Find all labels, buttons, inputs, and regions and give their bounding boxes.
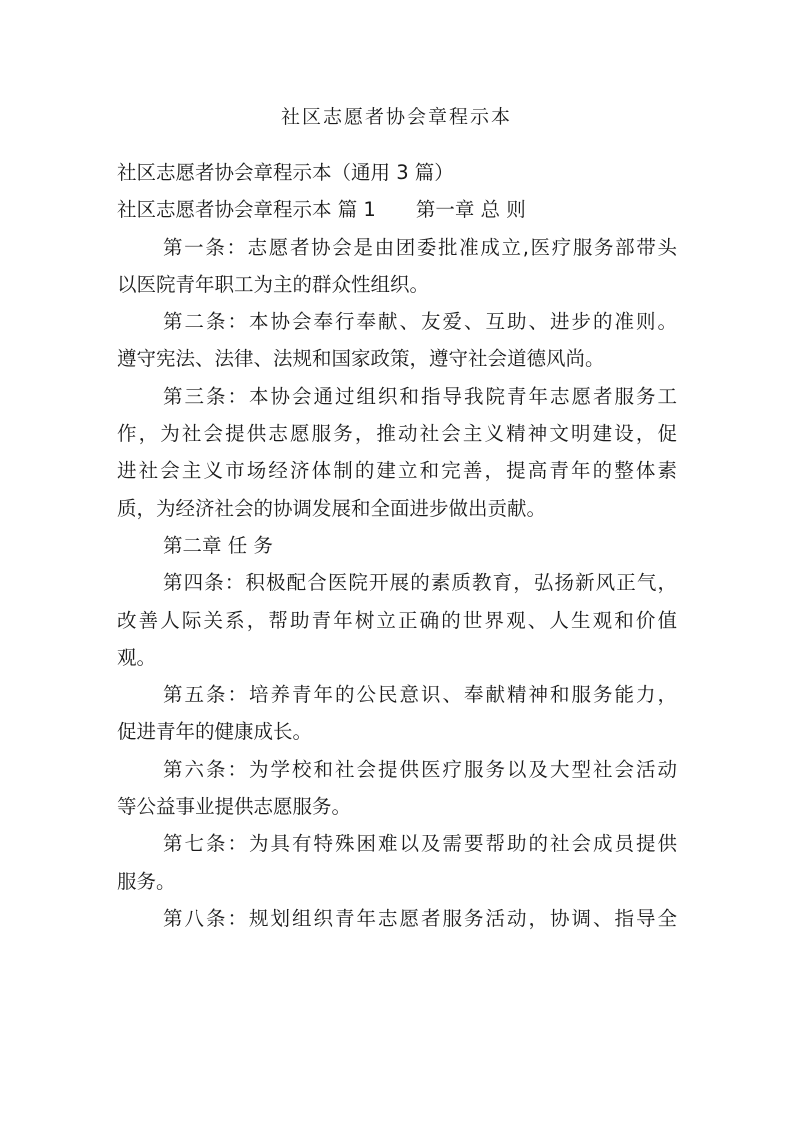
article-title: 社区志愿者协会章程示本 篇 1 xyxy=(117,198,376,222)
paragraph-line: 第七条：为具有特殊困难以及需要帮助的社会成员提供 xyxy=(163,832,677,856)
section-heading-line xyxy=(117,191,677,228)
paragraph-line: 观。 xyxy=(117,645,157,669)
paragraph-line: 作，为社会提供志愿服务，推动社会主义精神文明建设，促 xyxy=(117,422,677,446)
paragraph-line: 等公益事业提供志愿服务。 xyxy=(117,795,352,819)
paragraph-line: 第三条：本协会通过组织和指导我院青年志愿者服务工 xyxy=(163,384,677,408)
paragraph-line: 质，为经济社会的协调发展和全面进步做出贡献。 xyxy=(117,496,547,520)
paragraph-line: 进社会主义市场经济体制的建立和完善，提高青年的整体素 xyxy=(117,459,677,483)
paragraph-line: 第二条：本协会奉行奉献、友爱、互助、进步的准则。 xyxy=(163,310,677,334)
paragraph-line: 第六条：为学校和社会提供医疗服务以及大型社会活动 xyxy=(163,757,677,781)
paragraph-line: 第五条：培养青年的公民意识、奉献精神和服务能力， xyxy=(163,683,677,707)
paragraph-line: 以医院青年职工为主的群众性组织。 xyxy=(117,272,430,296)
paragraph-line: 服务。 xyxy=(117,869,176,893)
chapter-heading: 第二章 任 务 xyxy=(163,533,273,557)
paragraph-line: 第八条：规划组织青年志愿者服务活动，协调、指导全 xyxy=(163,906,677,930)
paragraph-line: 第四条：积极配合医院开展的素质教育，弘扬新风正气， xyxy=(163,571,677,595)
paragraph-line: 促进青年的健康成长。 xyxy=(117,720,313,744)
paragraph-line: 遵守宪法、法律、法规和国家政策，遵守社会道德风尚。 xyxy=(117,347,605,371)
page-title: 社区志愿者协会章程示本 xyxy=(280,106,512,128)
paragraph-line: 第一条：志愿者协会是由团委批准成立,医疗服务部带头 xyxy=(163,235,677,259)
document-body xyxy=(117,154,677,937)
chapter-heading: 第一章 总 则 xyxy=(415,198,526,222)
subtitle-line: 社区志愿者协会章程示本（通用 3 篇） xyxy=(117,161,454,184)
paragraph-line: 改善人际关系，帮助青年树立正确的世界观、人生观和价值 xyxy=(117,608,677,632)
